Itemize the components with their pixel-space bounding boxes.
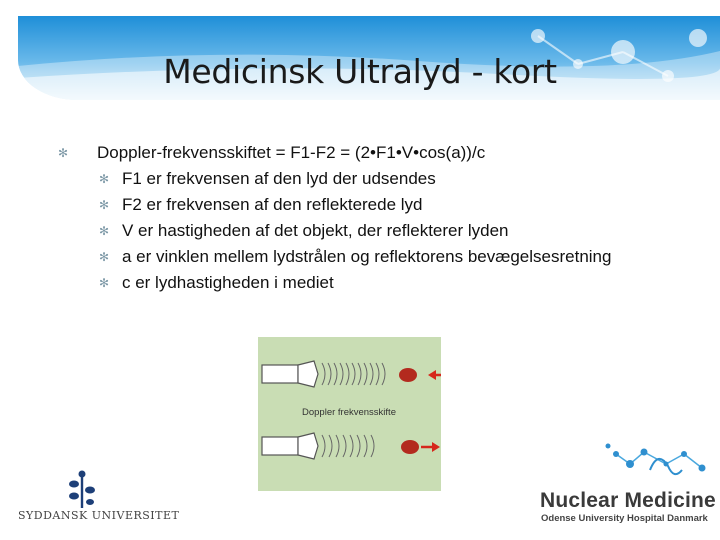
nuclear-medicine-logo-name: Nuclear Medicine xyxy=(540,489,716,512)
asterisk-bullet-icon: ✻ xyxy=(99,276,110,290)
list-item-text: V er hastigheden af det objekt, der reflekterer lyden xyxy=(122,221,509,240)
asterisk-bullet-icon: ✻ xyxy=(99,250,110,264)
list-item xyxy=(54,168,634,190)
list-item xyxy=(54,194,634,216)
asterisk-bullet-icon: ✻ xyxy=(99,224,110,238)
list-item xyxy=(54,246,612,268)
bullet-list xyxy=(54,142,634,294)
asterisk-bullet-icon: ✻ xyxy=(58,146,69,160)
list-item-text: a er vinklen mellem lydstrålen og reflektorens bevægelsesretning xyxy=(122,247,612,266)
figure-caption: Doppler frekvensskifte xyxy=(302,407,396,418)
list-item xyxy=(54,220,634,242)
list-item xyxy=(54,272,634,294)
list-item-text: Doppler-frekvensskiftet = F1-F2 = (2•F1•V•cos(a))/c xyxy=(97,143,486,162)
slide-title: Medicinsk Ultralyd - kort xyxy=(163,52,557,91)
transducer-icon xyxy=(262,433,318,459)
nuclear-medicine-logo-subtitle: Odense University Hospital Danmark xyxy=(541,513,708,524)
transducer-icon xyxy=(262,361,318,387)
asterisk-bullet-icon: ✻ xyxy=(99,198,110,212)
asterisk-bullet-icon: ✻ xyxy=(99,172,110,186)
list-item-text: F2 er frekvensen af den reflekterede lyd xyxy=(122,195,423,214)
list-item xyxy=(54,142,634,164)
list-item-text: c er lydhastigheden i mediet xyxy=(122,273,334,292)
university-logo-text: SYDDANSK UNIVERSITET xyxy=(18,509,180,522)
list-item-text: F1 er frekvensen af den lyd der udsendes xyxy=(122,169,436,188)
